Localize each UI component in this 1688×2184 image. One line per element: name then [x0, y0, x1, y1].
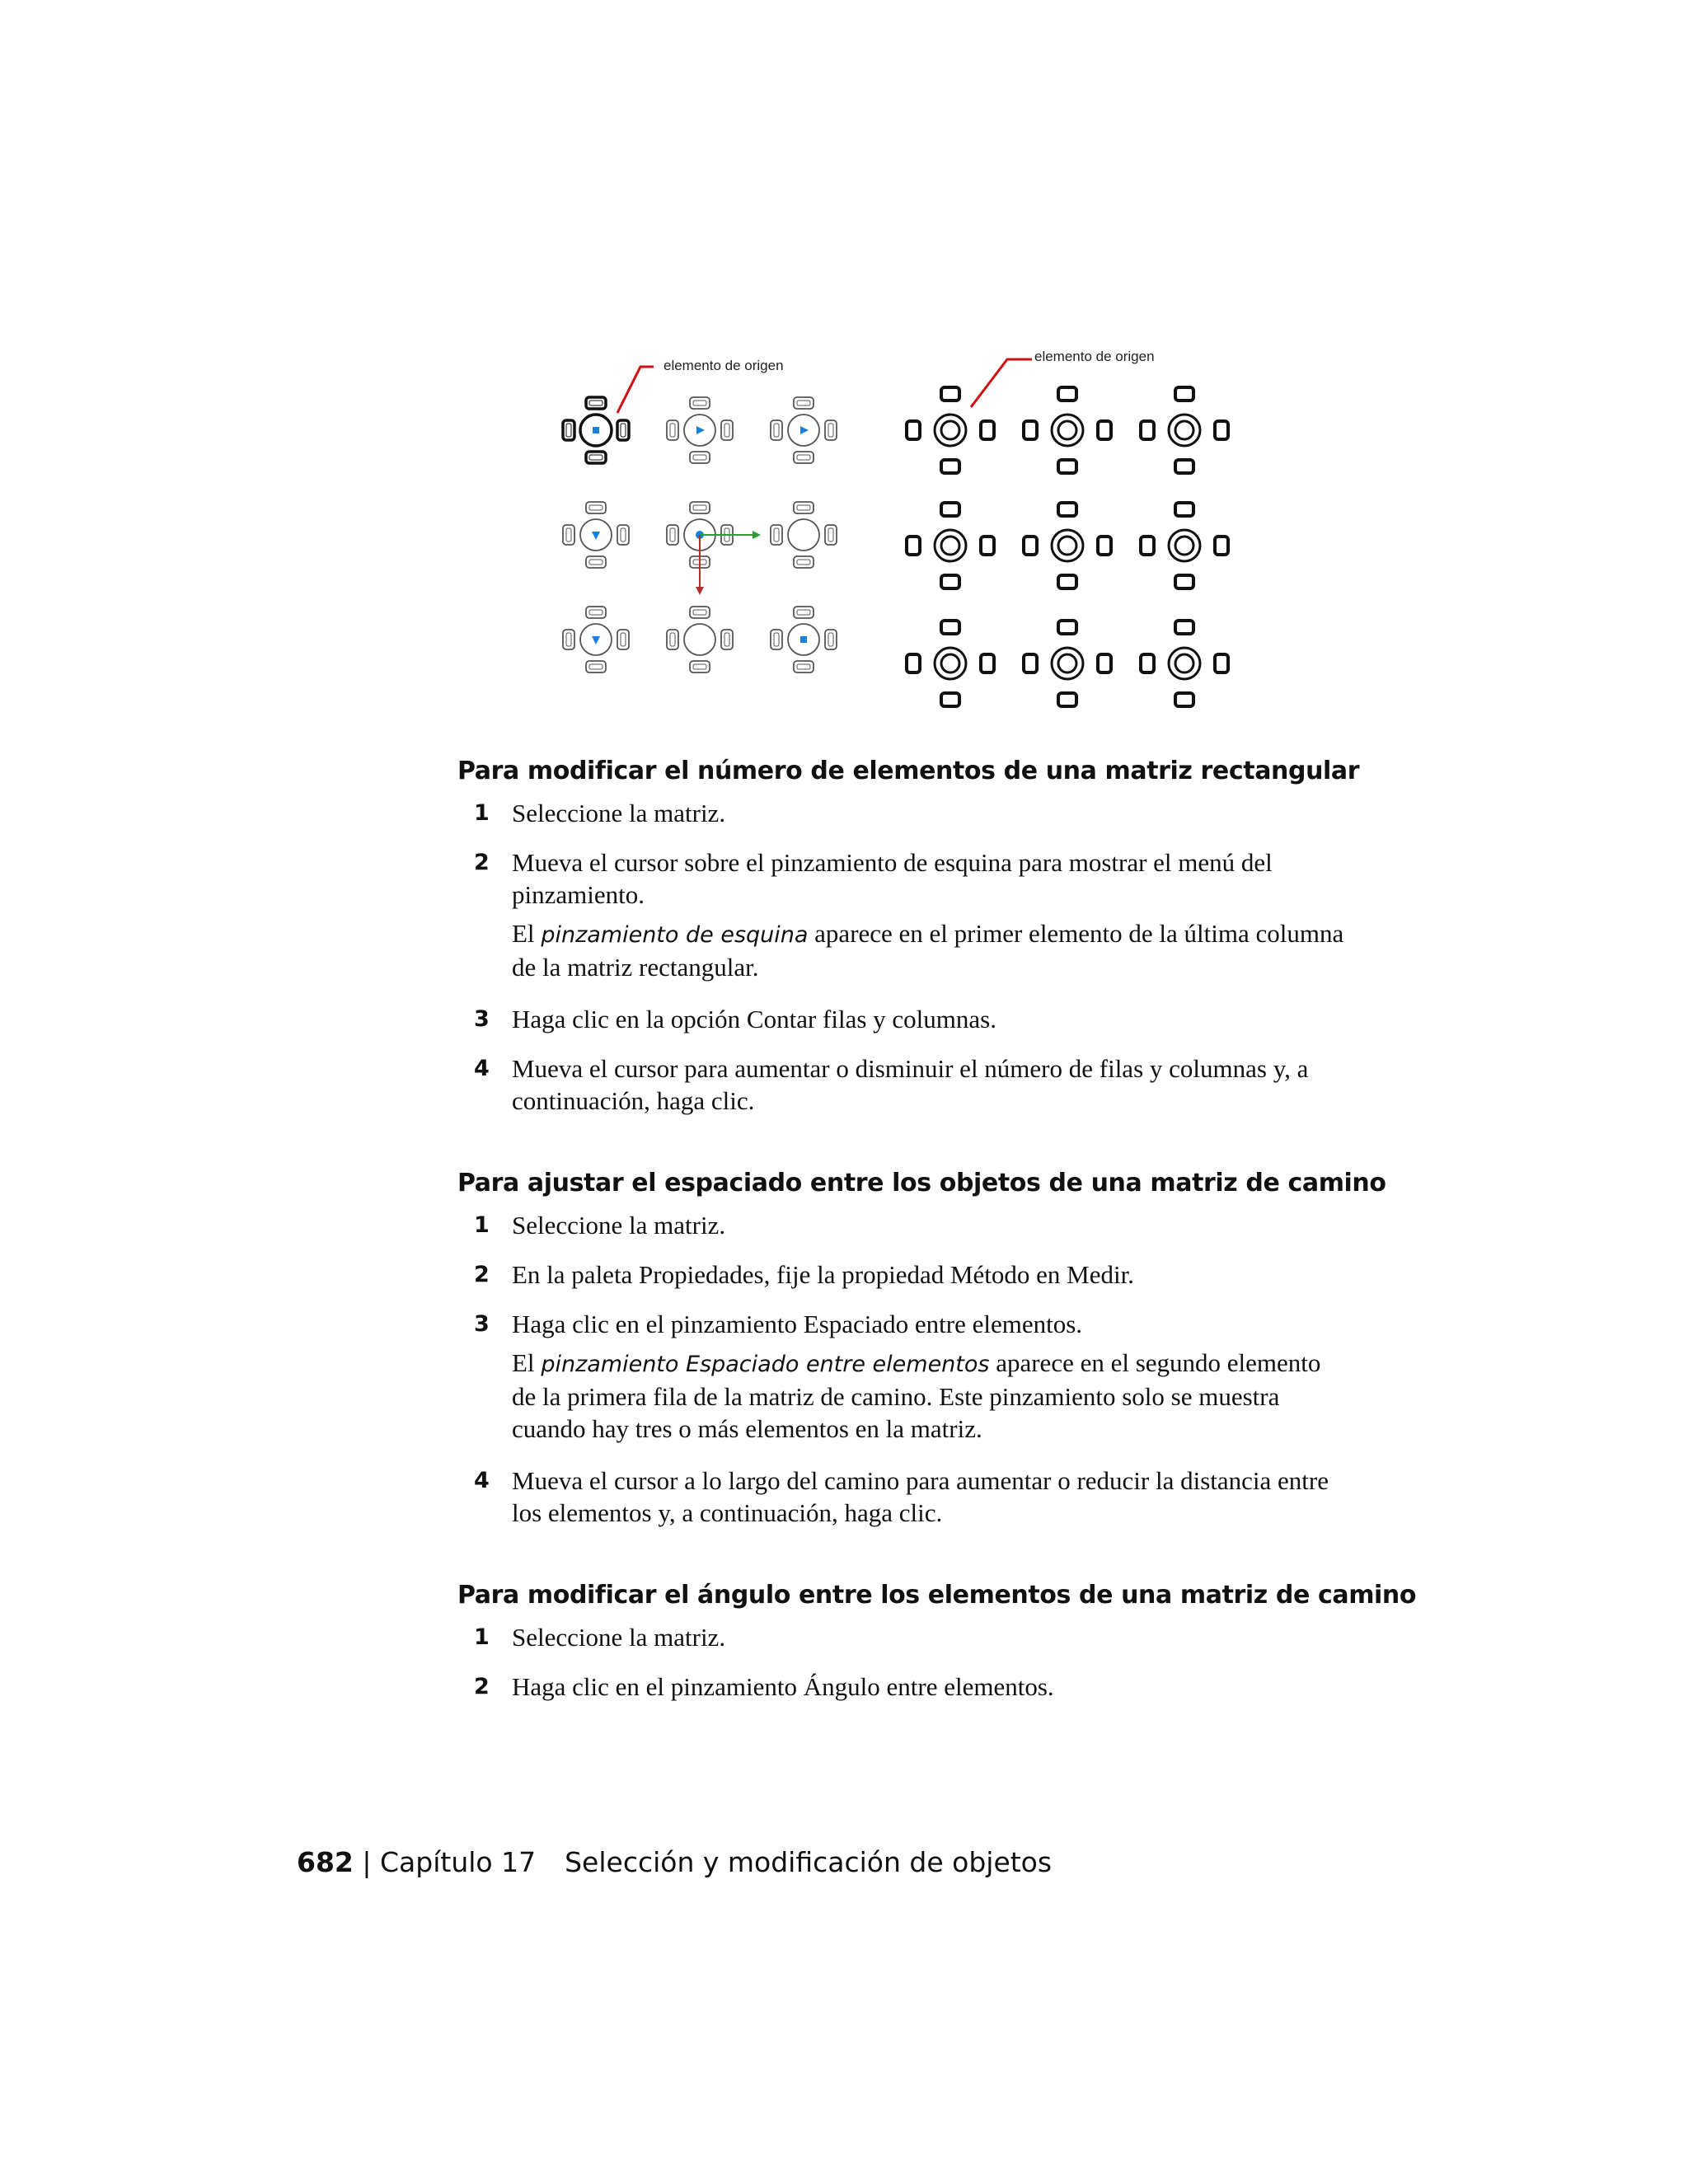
chair-shape	[1098, 421, 1111, 439]
chair-shape	[1215, 421, 1228, 439]
step-number: 1	[474, 800, 490, 826]
step-item	[457, 1621, 1348, 1653]
table-inner-ring	[1175, 537, 1193, 555]
chair-shape	[941, 503, 959, 516]
table-inner-ring	[941, 654, 959, 673]
chair-shape	[981, 654, 994, 673]
section-rect-array	[457, 757, 1360, 1117]
chair-shape	[981, 421, 994, 439]
table-with-chairs	[563, 607, 629, 673]
table-circle	[788, 519, 819, 551]
table-with-chairs	[667, 607, 733, 673]
path-array-grid	[907, 387, 1228, 706]
table-inner-ring	[1058, 654, 1076, 673]
chair-shape	[1098, 654, 1111, 673]
table-with-chairs	[1141, 387, 1228, 473]
step-text: En la paleta Propiedades, fije la propiedad Método en Medir.	[512, 1260, 1134, 1289]
chair-shape	[907, 537, 920, 555]
step-text: Haga clic en el pinzamiento Ángulo entre elementos.	[512, 1672, 1054, 1701]
table-inner-ring	[941, 537, 959, 555]
step-number: 2	[474, 850, 490, 875]
chair-shape	[1141, 537, 1154, 555]
step-text: Haga clic en la opción Contar filas y columnas.	[512, 1005, 996, 1033]
step-note: El pinzamiento de esquina aparece en el primer elemento de la última columna de la matriz rectangular.	[512, 919, 1344, 982]
table-with-chairs	[1141, 621, 1228, 706]
step-number: 4	[474, 1056, 490, 1081]
step-number: 3	[474, 1006, 490, 1032]
chapter-title: Selección y modificación de objetos	[565, 1846, 1053, 1878]
chair-shape	[941, 693, 959, 706]
note-term: pinzamiento Espaciado entre elementos	[541, 1352, 990, 1377]
footer-separator: |	[362, 1846, 372, 1878]
chair-shape	[1215, 654, 1228, 673]
step-item	[457, 1052, 1348, 1117]
origin-leader-line-left	[617, 367, 654, 413]
table-with-chairs	[771, 397, 837, 463]
chair-shape	[1175, 575, 1193, 588]
step-text: Haga clic en el pinzamiento Espaciado entre elementos.	[512, 1310, 1083, 1338]
section-path-angle	[457, 1581, 1417, 1703]
step-item	[457, 797, 1348, 829]
origin-label-left: elemento de origen	[663, 358, 784, 373]
chair-shape	[907, 421, 920, 439]
step-text: Seleccione la matriz.	[512, 1623, 726, 1652]
array-figure	[540, 338, 1265, 717]
step-number: 2	[474, 1262, 490, 1287]
chair-shape	[1141, 654, 1154, 673]
chair-shape	[1098, 537, 1111, 555]
table-with-chairs	[1024, 503, 1111, 588]
chair-shape	[941, 575, 959, 588]
chair-shape	[907, 654, 920, 673]
step-list	[457, 1209, 1348, 1529]
table-inner-ring	[1175, 421, 1193, 439]
table-inner-ring	[1058, 537, 1076, 555]
table-inner-ring	[1175, 654, 1193, 673]
chair-shape	[1175, 503, 1193, 516]
table-with-chairs	[563, 502, 629, 568]
step-text: Seleccione la matriz.	[512, 1211, 726, 1240]
step-note: El pinzamiento Espaciado entre elementos aparece en el segundo elemento de la primera fila de la matriz de camino. Este pinzamiento solo se muestra cuando hay tres o más elementos en la matriz.	[512, 1348, 1321, 1443]
origin-leader-line-right	[971, 359, 1032, 407]
step-item	[457, 1308, 1348, 1445]
chair-shape	[1175, 460, 1193, 473]
step-number: 3	[474, 1311, 490, 1337]
step-number: 1	[474, 1624, 490, 1650]
table-with-chairs	[771, 502, 837, 568]
chair-shape	[1024, 654, 1037, 673]
chapter-label: Capítulo 17	[380, 1846, 537, 1878]
table-circle	[684, 624, 715, 655]
section-heading: Para modificar el ángulo entre los elementos de una matriz de camino	[457, 1581, 1417, 1610]
table-with-chairs	[1141, 503, 1228, 588]
row-arrowhead	[696, 587, 704, 595]
chair-shape	[941, 621, 959, 634]
column-arrowhead	[753, 531, 761, 539]
table-with-chairs	[1024, 621, 1111, 706]
chair-shape	[1024, 421, 1037, 439]
chair-shape	[1141, 421, 1154, 439]
chair-shape	[1215, 537, 1228, 555]
origin-label-right: elemento de origen	[1034, 349, 1155, 364]
table-with-chairs	[907, 621, 994, 706]
chair-shape	[981, 537, 994, 555]
chair-shape	[1058, 575, 1076, 588]
section-heading: Para modificar el número de elementos de una matriz rectangular	[457, 757, 1360, 785]
table-with-chairs	[667, 397, 733, 463]
chair-shape	[1175, 387, 1193, 401]
step-list	[457, 1621, 1348, 1703]
array-illustration	[540, 338, 1265, 717]
step-item	[457, 846, 1348, 983]
step-item	[457, 1465, 1348, 1529]
grip-square-icon	[800, 636, 807, 643]
step-item	[457, 1671, 1348, 1703]
table-with-chairs	[771, 607, 837, 673]
chair-shape	[1058, 460, 1076, 473]
chair-shape	[941, 387, 959, 401]
step-text: Mueva el cursor sobre el pinzamiento de esquina para mostrar el menú del pinzamiento.	[512, 848, 1273, 909]
chair-shape	[1058, 503, 1076, 516]
table-with-chairs	[1024, 387, 1111, 473]
step-number: 1	[474, 1212, 490, 1238]
chair-shape	[1058, 621, 1076, 634]
chair-shape	[1058, 693, 1076, 706]
note-term: pinzamiento de esquina	[541, 922, 809, 948]
chair-shape	[1175, 693, 1193, 706]
step-text: Mueva el cursor a lo largo del camino para aumentar o reducir la distancia entre los elementos y, a continuación, haga clic.	[512, 1466, 1329, 1527]
step-item	[457, 1003, 1348, 1035]
table-inner-ring	[1058, 421, 1076, 439]
step-item	[457, 1209, 1348, 1241]
step-number: 4	[474, 1468, 490, 1493]
step-text: Mueva el cursor para aumentar o disminuir el número de filas y columnas y, a continuación, haga clic.	[512, 1054, 1309, 1115]
grip-square-icon	[593, 427, 599, 434]
table-with-chairs	[907, 387, 994, 473]
chair-shape	[1058, 387, 1076, 401]
section-heading: Para ajustar el espaciado entre los objetos de una matriz de camino	[457, 1169, 1386, 1197]
chair-shape	[1175, 621, 1193, 634]
table-with-chairs	[907, 503, 994, 588]
page-footer	[297, 1846, 1052, 1878]
chair-shape	[1024, 537, 1037, 555]
step-list	[457, 797, 1348, 1117]
step-number: 2	[474, 1674, 490, 1699]
table-inner-ring	[941, 421, 959, 439]
step-text: Seleccione la matriz.	[512, 799, 726, 827]
step-item	[457, 1258, 1348, 1291]
chair-shape	[941, 460, 959, 473]
section-path-spacing	[457, 1169, 1386, 1529]
page-number: 682	[297, 1846, 354, 1878]
